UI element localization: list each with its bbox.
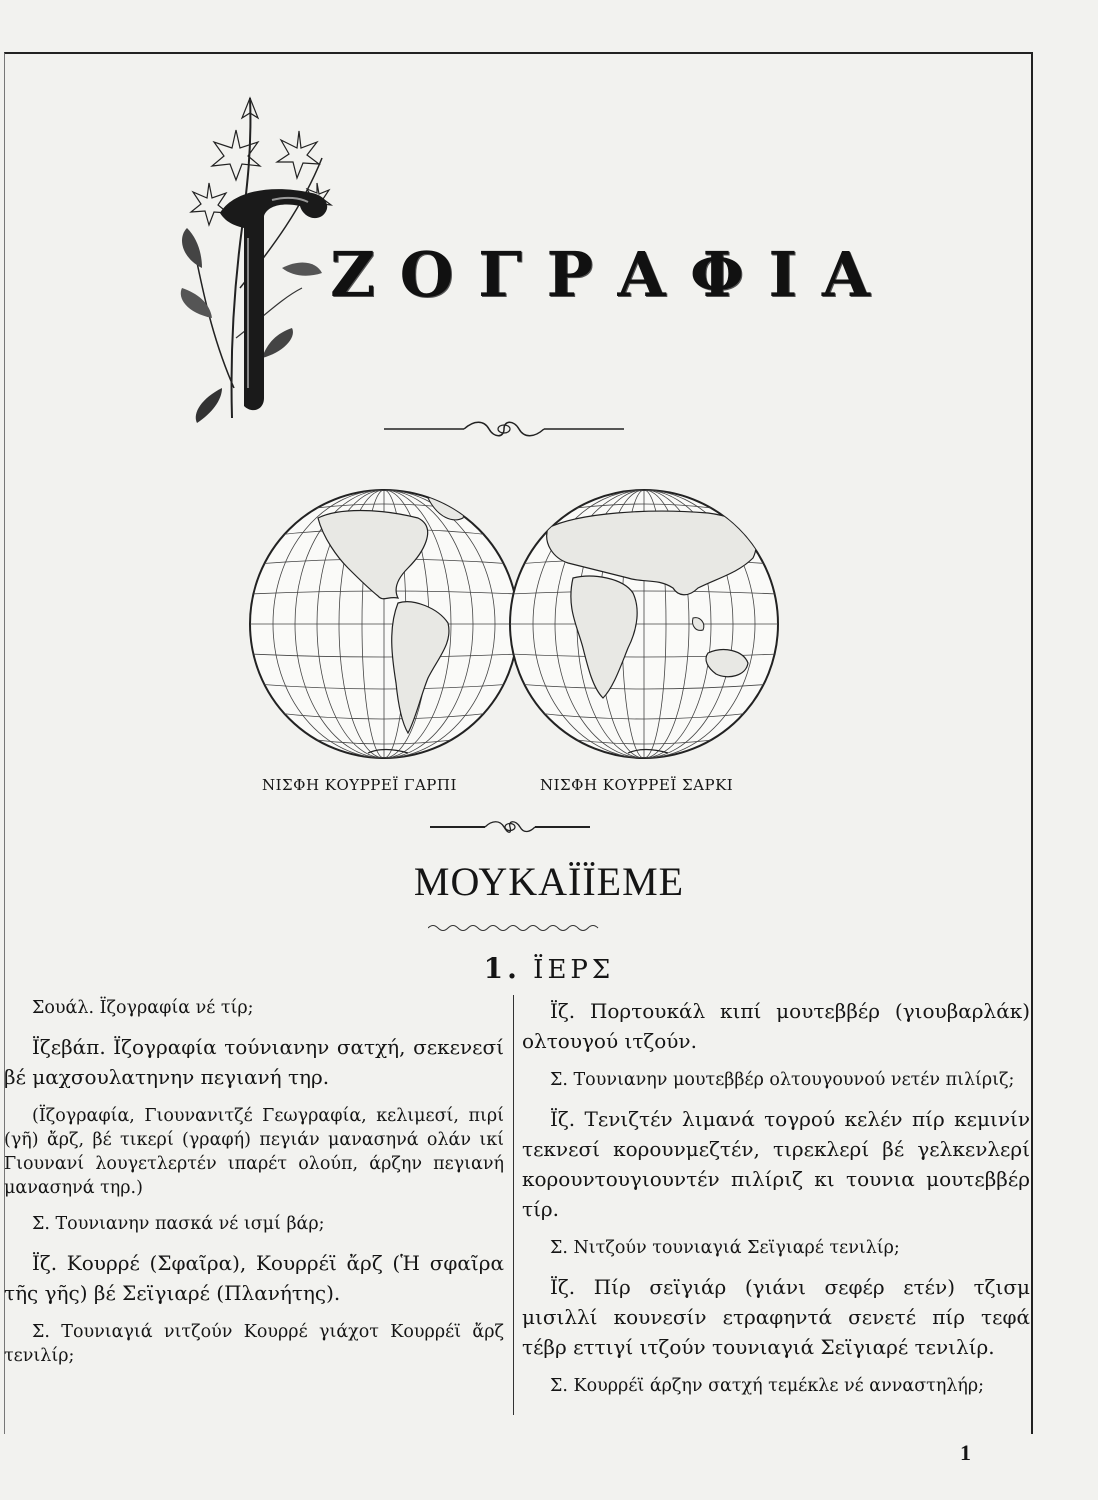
western-hemisphere-caption: ΝΙΣΦΗ ΚΟΥΡΡΕΪ ΓΑΡΠΙ [262, 776, 457, 794]
title-letter: Α [821, 238, 870, 311]
title [330, 238, 870, 311]
question-paragraph: Σ. Τουνιανην μουτεββέρ ολτουγουνού νετέν πιλίριζ; [550, 1070, 1015, 1090]
flourish-divider [430, 818, 590, 836]
title-letter: Ζ [330, 238, 376, 311]
question-paragraph: Σ. Νιτζούν τουνιαγιά Σεϊγιαρέ τενιλίρ; [550, 1238, 900, 1258]
right-column [522, 996, 1030, 1410]
decorated-initial [172, 88, 352, 428]
answer-paragraph: Ϊζ. Κουρρέ (Σφαῖρα), Κουρρέϊ ἄρζ (Ἡ σφαῖρα τῆς γῆς) βέ Σεϊγιαρέ (Πλανήτης). [4, 1251, 504, 1305]
flourish-divider [384, 418, 624, 440]
answer-paragraph: Ϊζ. Πορτουκάλ κιπί μουτεββέρ (γιουβαρλάκ) ολτουγού ιτζούν. [522, 999, 1030, 1053]
title-letter: Φ [690, 238, 745, 311]
section-heading [0, 952, 1098, 985]
section-number: 1. [483, 952, 521, 985]
western-hemisphere [248, 490, 520, 758]
title-letter: Ρ [546, 238, 594, 311]
eastern-hemisphere-caption: ΝΙΣΦΗ ΚΟΥΡΡΕΪ ΣΑΡΚΙ [540, 776, 734, 794]
answer-paragraph: Ϊζ. Τενιζτέν λιμανά τογρού κελέν πίρ κεμινίν τεκνεσί κορουνμεζτέν, τιρεκλερί βέ γελκενλερί κορουντουγιουντέν πιλίριζ κι τουνια μουτεββέρ τίρ. [522, 1107, 1030, 1221]
question-paragraph: Σ. Τουνιανην πασκά νέ ισμί βάρ; [32, 1214, 325, 1234]
question-paragraph: Σ. Τουνιαγιά νιτζούν Κουρρέ γιάχοτ Κουρρέϊ ἄρζ τενιλίρ; [4, 1322, 504, 1366]
chapter-heading: ΜΟΥΚΑΪΪΕΜΕ [413, 859, 685, 904]
answer-paragraph: Ϊζεβάπ. Ϊζογραφία τούνιανην σατχή, σεκενεσί βέ μαχσουλατηνην πεγιανή τηρ. [4, 1035, 504, 1089]
title-letter: Γ [478, 238, 523, 311]
eastern-hemisphere [510, 490, 778, 758]
question-paragraph: Σ. Κουρρέϊ άρζην σατχή τεμέκλε νέ ανναστηλήρ; [550, 1376, 985, 1396]
world-hemispheres-map [248, 478, 780, 770]
title-letter: Ο [399, 238, 454, 311]
title-letter: Α [617, 238, 666, 311]
question-paragraph: Σουάλ. Ϊζογραφία νέ τίρ; [32, 998, 254, 1018]
answer-paragraph: Ϊζ. Πίρ σεϊγιάρ (γιάνι σεφέρ ετέν) τζισμ μισιλλί κουνεσίν ετραφηντά σενετέ πίρ τεφά τέβρ εττιγί ιτζούν τουνιαγιά Σεϊγιαρέ τενιλίρ. [522, 1275, 1030, 1359]
left-column [4, 996, 504, 1380]
page-number: 1 [960, 1440, 971, 1465]
title-letter: Ι [768, 238, 798, 311]
section-title: ΪΕΡΣ [533, 955, 615, 985]
column-divider [513, 995, 514, 1415]
note-paragraph: (Ϊζογραφία, Γιουνανιτζέ Γεωγραφία, κελιμεσί, πιρί (γῆ) ἄρζ, βέ τικερί (γραφή) πεγιάν μανασηνά ολάν ικί Γιουνανί λουγετλερτέν ιπαρέτ ολούπ, άρζην πεγιανή μανασηνά τηρ.) [4, 1106, 504, 1198]
wavy-rule [428, 922, 600, 934]
